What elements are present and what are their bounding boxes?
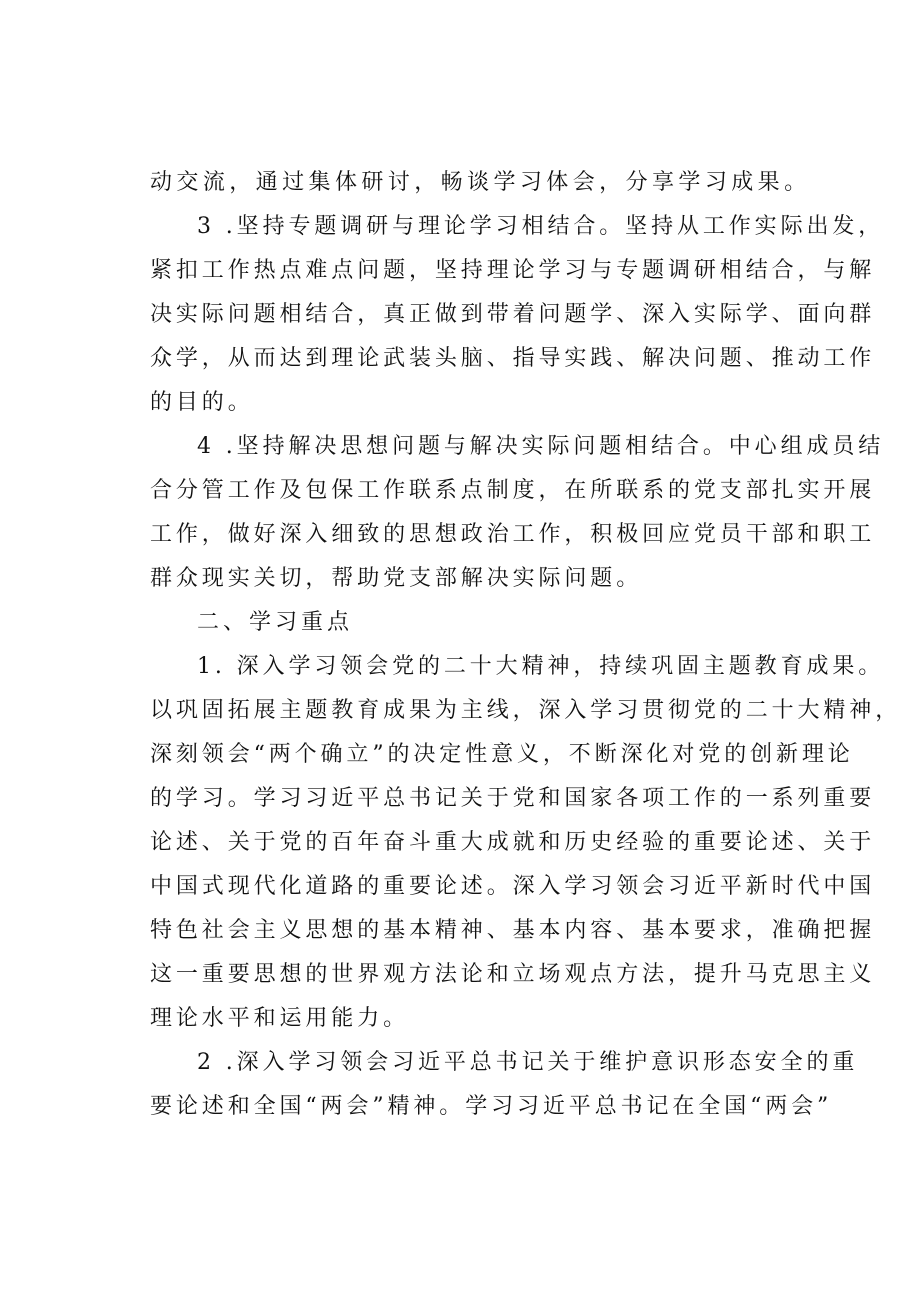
text-line: 众学，从而达到理论武装头脑、指导实践、解决问题、推动工作: [150, 346, 876, 371]
text-line: 3 .坚持专题调研与理论学习相结合。坚持从工作实际出发，: [197, 214, 885, 239]
text-line: 的目的。: [150, 390, 254, 415]
section-heading: 二、学习重点: [197, 610, 354, 635]
text-line: 理论水平和运用能力。: [150, 1006, 410, 1031]
text-line: 深刻领会“两个确立”的决定性意义，不断深化对党的创新理论: [150, 742, 854, 767]
text-line: 群众现实关切，帮助党支部解决实际问题。: [150, 566, 643, 591]
text-line: 以巩固拓展主题教育成果为主线，深入学习贯彻党的二十大精神，: [150, 698, 902, 723]
text-line: 紧扣工作热点难点问题，坚持理论学习与专题调研相结合，与解: [150, 258, 876, 283]
text-line: 论述、关于党的百年奋斗重大成就和历史经验的重要论述、关于: [150, 830, 876, 855]
text-line: 决实际问题相结合，真正做到带着问题学、深入实际学、面向群: [150, 302, 876, 327]
text-line: 这一重要思想的世界观方法论和立场观点方法，提升马克思主义: [150, 962, 876, 987]
text-line: 特色社会主义思想的基本精神、基本内容、基本要求，准确把握: [150, 918, 876, 943]
text-line: 要论述和全国“两会”精神。学习习近平总书记在全国“两会”: [150, 1094, 833, 1119]
text-line: 工作，做好深入细致的思想政治工作，积极回应党员干部和职工: [150, 522, 876, 547]
text-line: 中国式现代化道路的重要论述。深入学习领会习近平新时代中国: [150, 874, 876, 899]
text-line: 2 .深入学习领会习近平总书记关于维护意识形态安全的重: [197, 1050, 859, 1075]
text-line: 的学习。学习习近平总书记关于党和国家各项工作的一系列重要: [150, 786, 876, 811]
text-line: 4 .坚持解决思想问题与解决实际问题相结合。中心组成员结: [197, 434, 885, 459]
text-line: 1. 深入学习领会党的二十大精神，持续巩固主题教育成果。: [197, 654, 885, 679]
text-line: 合分管工作及包保工作联系点制度，在所联系的党支部扎实开展: [150, 478, 876, 503]
text-line: 动交流，通过集体研讨，畅谈学习体会，分享学习成果。: [150, 170, 810, 195]
